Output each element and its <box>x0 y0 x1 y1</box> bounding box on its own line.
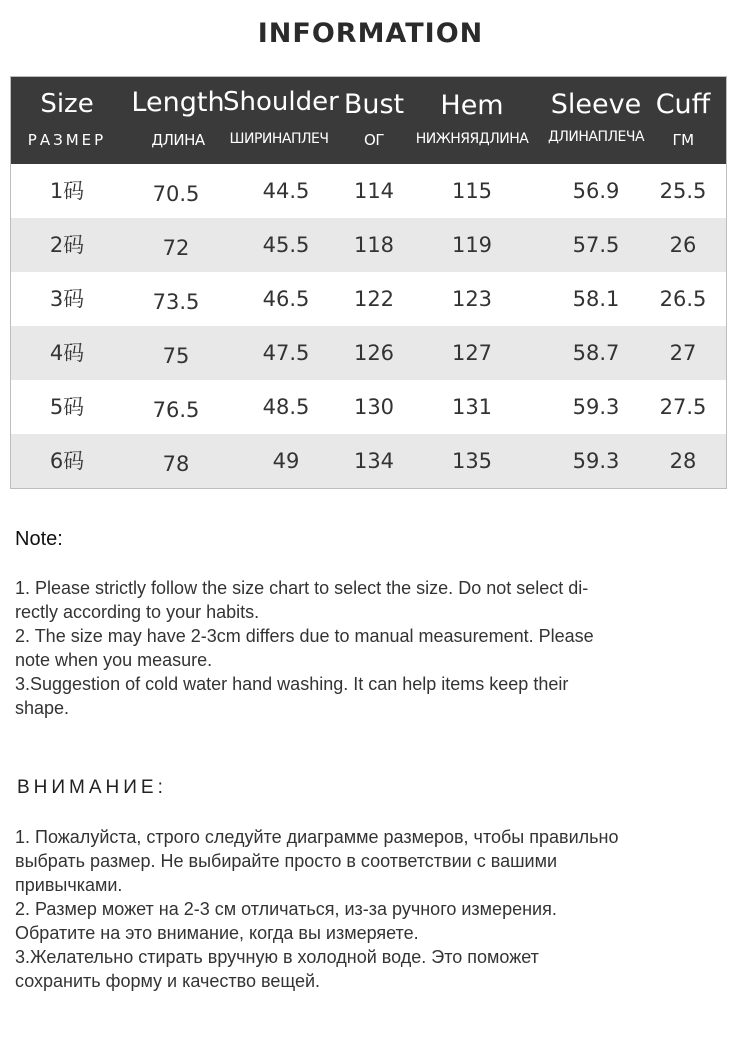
note-item-1: 1. Please strictly follow the size chart to select the size. Do not select di- rectly according to your habits. <box>15 578 589 622</box>
header-ru: ОГ <box>364 131 384 149</box>
header-ru: ДЛИНАПЛЕЧА <box>547 129 645 145</box>
table-cell: 5码 <box>49 395 85 419</box>
table-cell: 2码 <box>49 233 85 257</box>
size-table <box>10 76 727 489</box>
table-cell: 4码 <box>49 341 85 365</box>
header-en: Size <box>40 89 94 119</box>
header-ru: ШИРИНАПЛЕЧ <box>229 131 329 147</box>
table-cell: 72 <box>162 236 190 260</box>
table-cell: 45.5 <box>262 233 310 257</box>
table-cell: 6码 <box>49 449 85 473</box>
table-cell: 75 <box>162 344 190 368</box>
header-en: Hem <box>440 90 504 121</box>
header-en: Cuff <box>655 89 711 120</box>
table-cell: 1码 <box>49 179 85 203</box>
table-cell: 28 <box>669 449 697 473</box>
table-cell: 119 <box>451 233 493 257</box>
table-cell: 25.5 <box>659 179 707 203</box>
table-cell: 118 <box>353 233 395 257</box>
header-ru: НИЖНЯЯДЛИНА <box>415 131 529 147</box>
ru-note-title: ВНИМАНИЕ: <box>17 777 167 798</box>
table-body <box>11 164 726 488</box>
table-row <box>11 380 726 434</box>
table-cell: 46.5 <box>262 287 310 311</box>
header-ru: РАЗМЕР <box>27 131 107 149</box>
table-cell: 56.9 <box>572 179 620 203</box>
header-sleeve <box>535 77 657 164</box>
ru-note-item-3: 3.Желательно стирать вручную в холодной воде. Это поможет сохранить форму и качество вещей. <box>15 947 539 991</box>
header-bust <box>339 77 409 164</box>
header-en: Length <box>131 87 225 118</box>
ru-note-item-1: 1. Пожалуйста, строго следуйте диаграмме размеров, чтобы правильно выбрать размер. Не выбирайте просто в соответствии с вашими привычками. <box>15 827 619 895</box>
table-cell: 26 <box>669 233 697 257</box>
table-header <box>11 77 726 164</box>
table-cell: 123 <box>451 287 493 311</box>
header-ru: ДЛИНА <box>151 131 205 149</box>
header-cuff <box>655 77 711 164</box>
table-row <box>11 326 726 380</box>
note-item-2: 2. The size may have 2-3cm differs due to manual measurement. Please note when you measure. <box>15 626 594 670</box>
table-row <box>11 218 726 272</box>
table-cell: 135 <box>451 449 493 473</box>
header-en: Shoulder <box>223 87 339 117</box>
table-cell: 3码 <box>49 287 85 311</box>
table-cell: 127 <box>451 341 493 365</box>
table-row <box>11 164 726 218</box>
header-en: Sleeve <box>550 89 642 120</box>
table-cell: 78 <box>162 452 190 476</box>
table-row <box>11 272 726 326</box>
table-cell: 59.3 <box>572 395 620 419</box>
note-title: Note: <box>15 528 63 550</box>
table-cell: 76.5 <box>152 398 200 422</box>
table-cell: 134 <box>353 449 395 473</box>
table-row <box>11 434 726 488</box>
table-cell: 44.5 <box>262 179 310 203</box>
header-size <box>11 77 123 164</box>
table-cell: 57.5 <box>572 233 620 257</box>
table-cell: 131 <box>451 395 493 419</box>
table-cell: 126 <box>353 341 395 365</box>
table-cell: 48.5 <box>262 395 310 419</box>
table-cell: 114 <box>353 179 395 203</box>
table-cell: 27 <box>669 341 697 365</box>
header-hem <box>409 77 535 164</box>
header-shoulder <box>223 77 339 164</box>
table-cell: 49 <box>272 449 300 473</box>
table-cell: 59.3 <box>572 449 620 473</box>
header-length <box>123 77 233 164</box>
table-cell: 122 <box>353 287 395 311</box>
table-cell: 27.5 <box>659 395 707 419</box>
table-cell: 73.5 <box>152 290 200 314</box>
table-cell: 58.7 <box>572 341 620 365</box>
table-cell: 58.1 <box>572 287 620 311</box>
ru-note-item-2: 2. Размер может на 2-3 см отличаться, из-за ручного измерения. Обратите на это внимание, когда вы измеряете. <box>15 899 557 943</box>
table-cell: 26.5 <box>659 287 707 311</box>
header-ru: ГМ <box>672 131 694 149</box>
table-cell: 115 <box>451 179 493 203</box>
table-cell: 70.5 <box>152 182 200 206</box>
note-item-3: 3.Suggestion of cold water hand washing. It can help items keep their shape. <box>15 674 569 718</box>
header-en: Bust <box>343 89 405 120</box>
table-cell: 47.5 <box>262 341 310 365</box>
table-cell: 130 <box>353 395 395 419</box>
page-title: INFORMATION <box>257 18 484 49</box>
